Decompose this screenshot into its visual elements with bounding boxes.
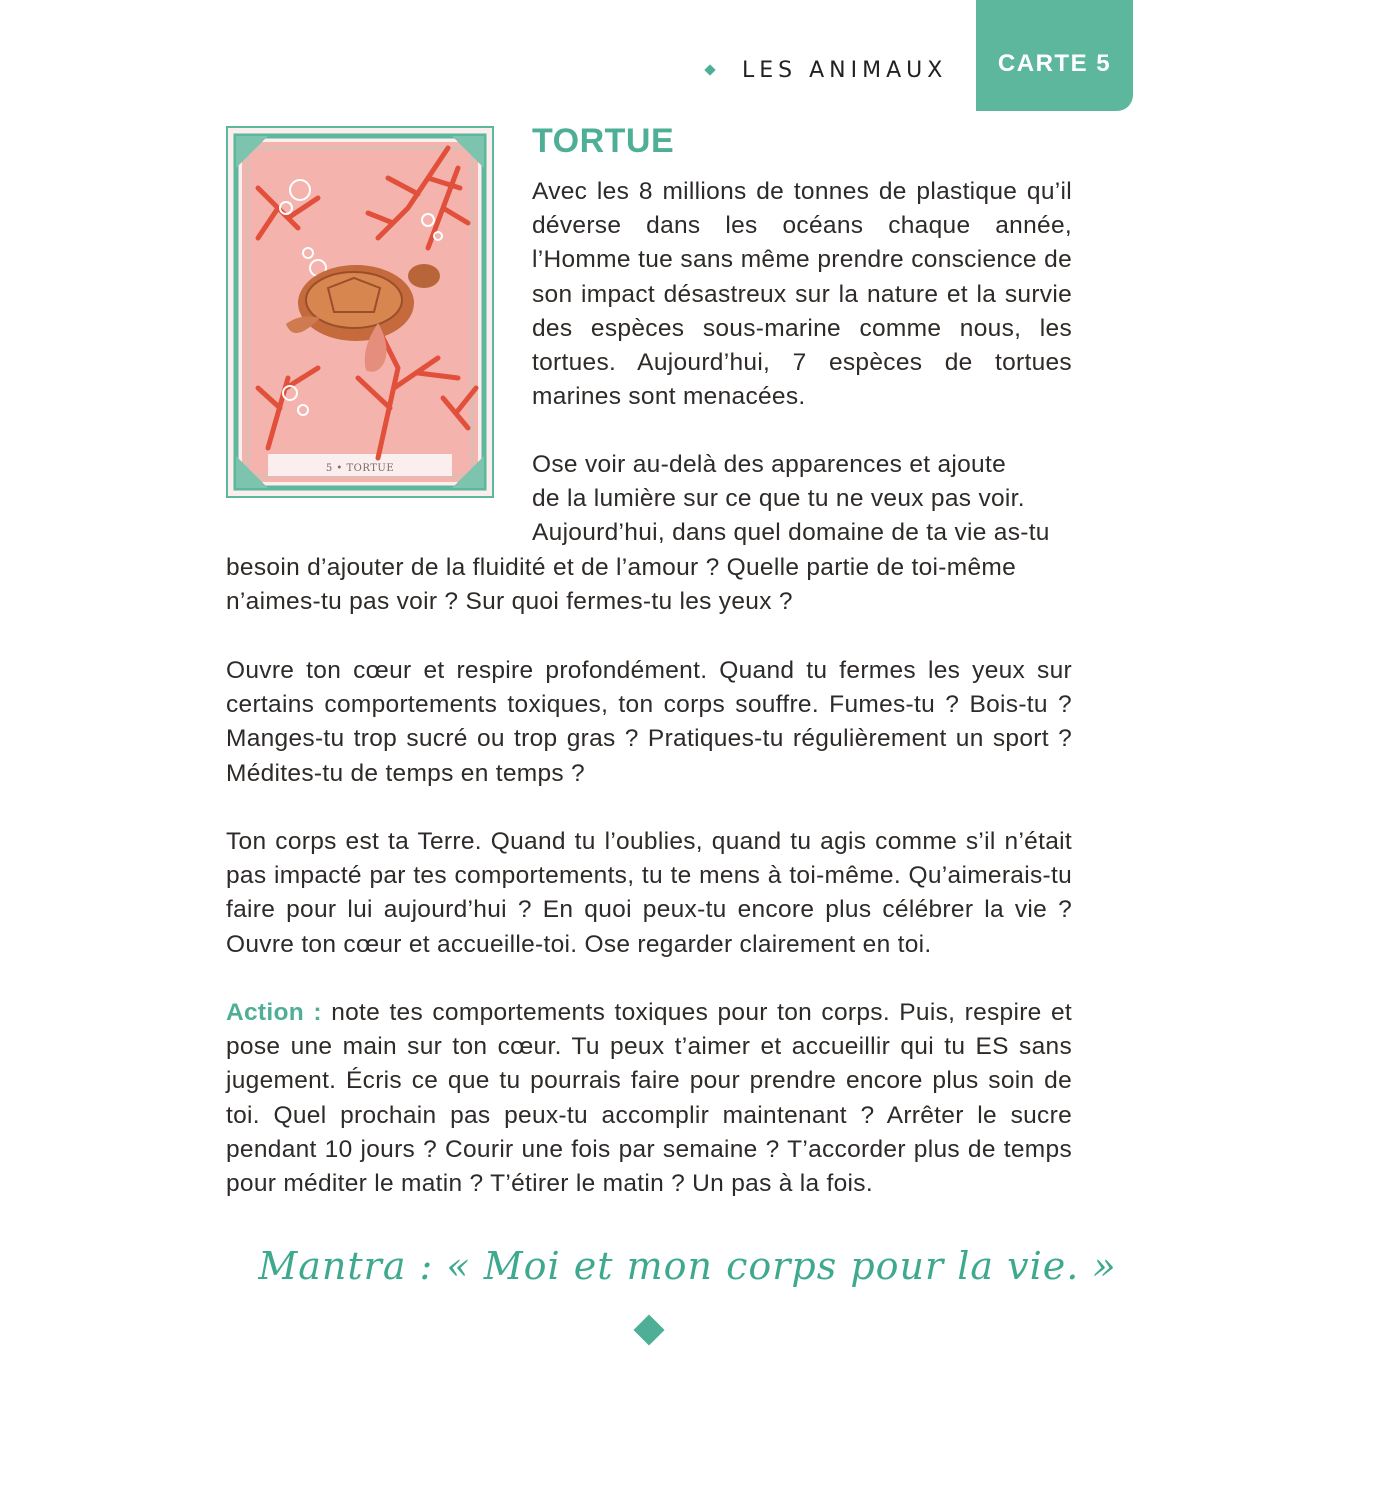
card-title: TORTUE [532, 122, 675, 160]
body-paragraph-2: Ouvre ton cœur et respire profondément. Quand tu fermes les yeux sur certains comportements toxiques, ton corps souffre. Fumes-tu ? Bois-tu ? Manges-tu trop sucré ou trop gras ? Pratiques-tu régulièrement un sport ? Médites-tu de temps en temps ? [226, 657, 1072, 787]
diamond-end-icon [633, 1314, 664, 1345]
section-title: LES ANIMAUX [742, 57, 948, 83]
card-number-label: CARTE 5 [997, 50, 1112, 77]
ose-line-5: n’aimes-tu pas voir ? Sur quoi fermes-tu les yeux ? [226, 587, 793, 615]
diamond-bullet-icon [704, 64, 715, 75]
card-caption: 5 • TORTUE [325, 463, 395, 474]
action-paragraph [226, 996, 1072, 1201]
page-header [706, 54, 947, 86]
ose-line-3: Aujourd’hui, dans quel domaine de ta vie as-tu [532, 519, 1050, 547]
body-paragraph-3: Ton corps est ta Terre. Quand tu l’oublies, quand tu agis comme s’il n’était pas impacté par tes comportements, tu te mens à toi-même. Qu’aimerais-tu faire pour lui aujourd’hui ? En quoi peux-tu encore plus célébrer la vie ? Ouvre ton cœur et accueille-toi. Ose regarder clairement en toi. [226, 828, 1072, 958]
ose-line-2: de la lumière sur ce que tu ne veux pas voir. [532, 485, 1025, 513]
turtle-card-artwork [228, 128, 492, 496]
intro-paragraph: Avec les 8 millions de tonnes de plastique qu’il déverse dans les océans chaque année, l’Homme tue sans même prendre conscience de son impact désastreux sur la nature et la survie des espèces sous-marine comme nous, les tortues. Aujourd’hui, 7 espèces de tortues marines sont menacées. [532, 178, 1072, 411]
intro-column [532, 175, 1072, 414]
card-illustration [226, 126, 494, 498]
mantra-line: Mantra : « Moi et mon corps pour la vie. » [258, 1244, 1117, 1288]
action-text: note tes comportements toxiques pour ton corps. Puis, respire et pose une main sur ton cœur. Tu peux t’aimer et accueillir qui tu ES sans jugement. Écris ce que tu pourrais faire pour prendre encore plus soin de toi. Quel prochain pas peux-tu accomplir maintenant ? Arrêter le sucre pendant 10 jours ? Courir une fois par semaine ? T’accorder plus de temps pour méditer le matin ? T’étirer le matin ? Un pas à la fois. [226, 999, 1072, 1198]
card-number-tab [976, 0, 1133, 111]
action-label: Action : [226, 999, 322, 1026]
ose-line-4: besoin d’ajouter de la fluidité et de l’amour ? Quelle partie de toi-même [226, 553, 1017, 581]
ose-paragraph [226, 448, 1072, 619]
ose-line-1: Ose voir au-delà des apparences et ajoute [532, 451, 1007, 478]
